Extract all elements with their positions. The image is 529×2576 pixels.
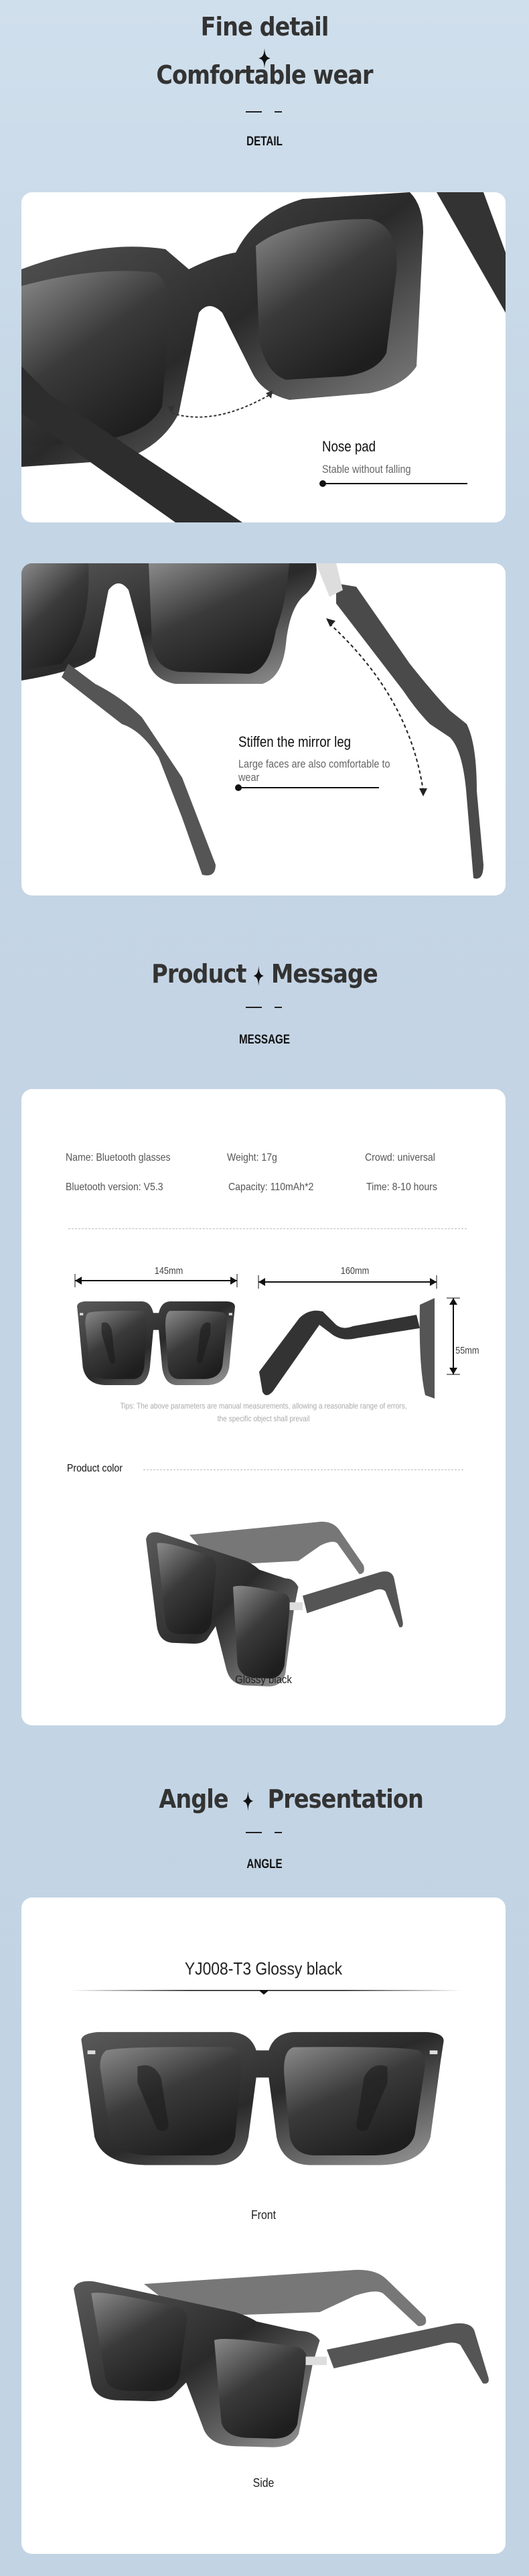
message-title-left: Product: [151, 959, 246, 989]
callout-line: [323, 483, 467, 484]
side-angle-glasses-image: [74, 2261, 496, 2448]
message-title-right: Message: [271, 959, 378, 989]
nose-pad-card: [21, 192, 506, 522]
message-subtitle: MESSAGE: [238, 1033, 291, 1047]
spec-bluetooth-version: Bluetooth version: V5.3: [66, 1182, 163, 1193]
front-label: Front: [251, 2208, 276, 2222]
front-view-glasses-image: [74, 1298, 238, 1389]
mirror-leg-title: Stiffen the mirror leg: [238, 733, 352, 750]
dashed-divider: [68, 1228, 467, 1229]
model-title: YJ008-T3 Glossy black: [184, 1958, 343, 1979]
nose-pad-closeup-image: [21, 192, 506, 522]
message-title: [31, 959, 497, 989]
mirror-leg-closeup-image: [21, 563, 506, 896]
spec-crowd: Crowd: universal: [365, 1152, 435, 1163]
product-color-label: Product color: [67, 1463, 123, 1474]
detail-title-line2: Comfortable wear: [156, 60, 373, 90]
tips-line1: Tips: The above parameters are manual measurements, allowing a reasonable range of errors,: [120, 1401, 407, 1411]
side-view-glasses-image: [259, 1298, 440, 1399]
sparkle-icon: [242, 1791, 253, 1811]
detail-subtitle: DETAIL: [246, 135, 283, 149]
detail-title-line1: Fine detail: [200, 12, 329, 42]
glossy-black-glasses-image: [146, 1510, 407, 1691]
sparkle-icon: [253, 966, 264, 986]
angle-presentation-card: [21, 1898, 506, 2554]
color-name-label: Glossy black: [235, 1673, 292, 1686]
nose-pad-description: Stable without falling: [322, 463, 411, 476]
front-angle-glasses-image: [75, 2029, 450, 2169]
angle-title-left: Angle: [159, 1784, 228, 1814]
mirror-leg-description: Large faces are also comfortable to wear: [238, 758, 390, 784]
spec-name: Name: Bluetooth glasses: [66, 1152, 171, 1163]
mirror-leg-card: [21, 563, 506, 896]
spec-capacity: Capacity: 110mAh*2: [228, 1182, 314, 1193]
callout-line: [238, 787, 379, 788]
dimension-height: 55mm: [455, 1345, 479, 1356]
angle-subtitle: ANGLE: [246, 1857, 283, 1871]
spec-weight: Weight: 17g: [227, 1152, 277, 1163]
title-underline-pointer: [70, 1988, 462, 1996]
side-label: Side: [252, 2476, 275, 2490]
spec-time: Time: 8-10 hours: [366, 1182, 437, 1193]
angle-title: [31, 1784, 497, 1814]
tips-line2: the specific object shall prevail: [217, 1414, 310, 1423]
dimension-width: 145mm: [154, 1265, 183, 1277]
angle-title-right: Presentation: [267, 1784, 423, 1814]
product-message-card: [21, 1089, 506, 1725]
dimension-length: 160mm: [340, 1265, 370, 1277]
nose-pad-title: Nose pad: [322, 438, 376, 455]
